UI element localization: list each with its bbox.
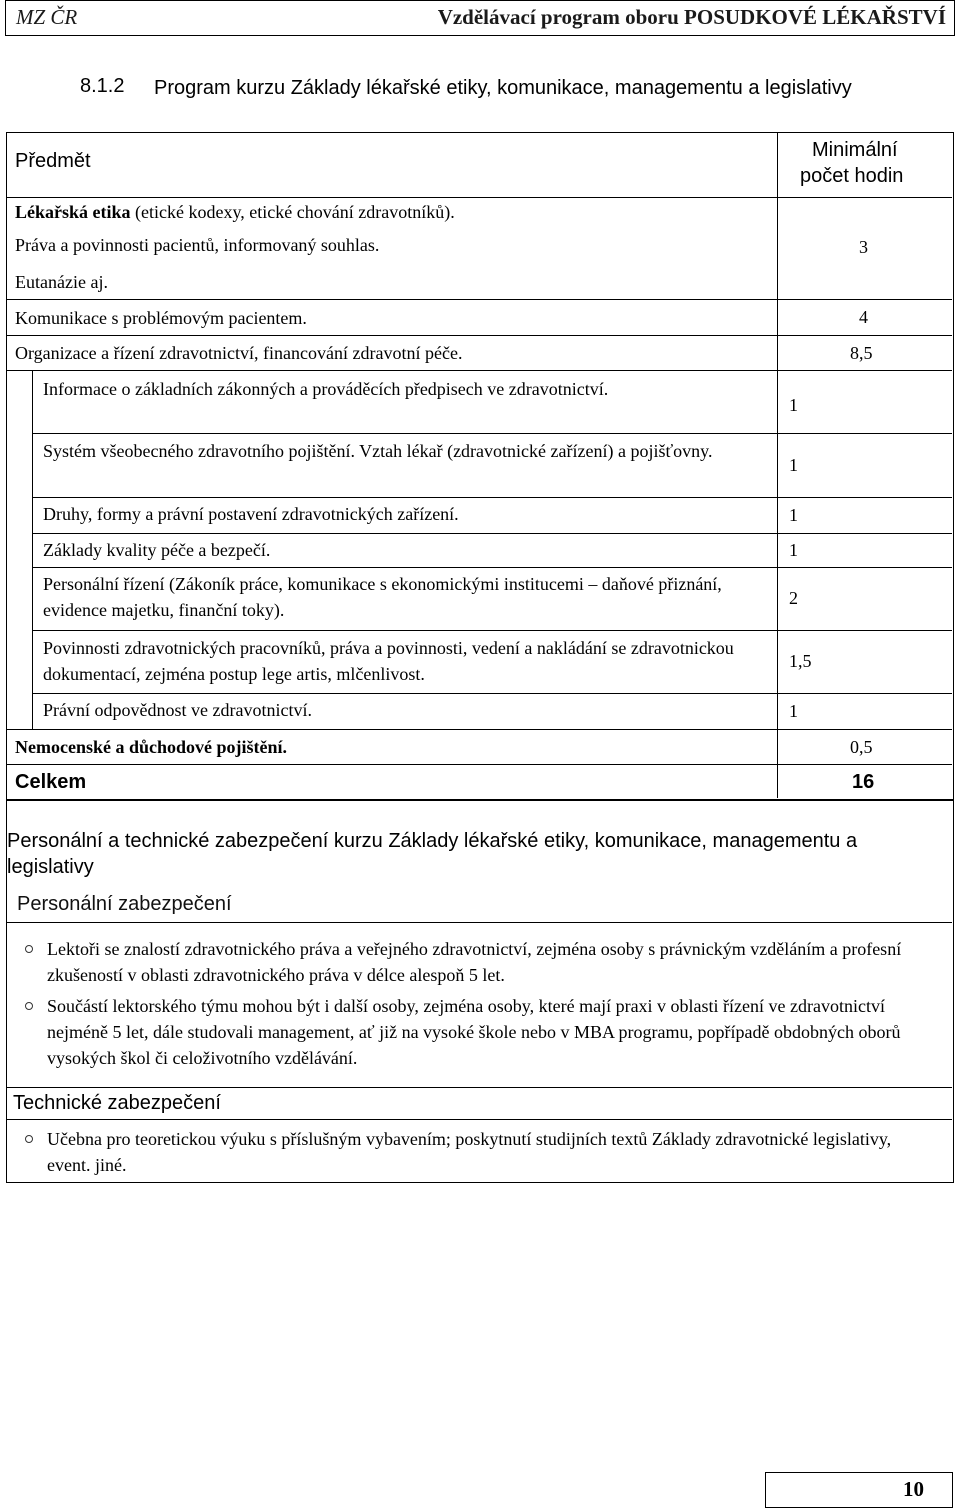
- subrow-personnel: Personální řízení (Zákoník práce, komunikace s ekonomickými institucemi – daňové přiznání, evidence majetku, finanční toky).: [43, 574, 722, 620]
- subrow-legal-info: Informace o základních zákonných a prováděcích předpisech ve zdravotnictví.: [43, 379, 609, 399]
- header-left-text: MZ ČR: [16, 5, 78, 29]
- section-number: 8.1.2: [80, 75, 125, 97]
- row-organization-hours: 8,5: [850, 343, 873, 363]
- technical-heading: Technické zabezpečení: [13, 1092, 221, 1114]
- personal-item-text: Součástí lektorského týmu mohou být i další osoby, zejména osoby, které mají praxi v oblasti řízení ve zdravotnictví nejméně 5 let, dále studovali management, ať již na vysoké škole nebo v MBA programu, popřípadě obdobných oborů vysokých škol či celoživotního vzdělávání.: [47, 996, 901, 1068]
- subrow-quality: Základy kvality péče a bezpečí.: [43, 540, 271, 560]
- total-label: Celkem: [15, 771, 87, 793]
- bullet-icon: [25, 1002, 33, 1010]
- row-ethics-bold: Lékařská etika: [15, 202, 131, 222]
- row-organization: Organizace a řízení zdravotnictví, financování zdravotní péče.: [15, 343, 463, 363]
- personal-item: [47, 993, 927, 1071]
- subrow-liability-hours: 1: [789, 701, 798, 721]
- row-ethics-line1: [15, 199, 455, 225]
- header-right-text: Vzdělávací program oboru POSUDKOVÉ LÉKAŘSTVÍ: [437, 5, 946, 29]
- header-hours-line1: Minimální: [812, 139, 898, 161]
- technical-item: [47, 1126, 927, 1178]
- support-title: Personální a technické zabezpečení kurzu Základy lékařské etiky, komunikace, managementu a legislativy: [7, 830, 858, 878]
- row-ethics-line3: Eutanázie aj.: [15, 272, 108, 292]
- row-ethics-line2: Práva a povinnosti pacientů, informovaný souhlas.: [15, 235, 380, 255]
- subrow-facilities-hours: 1: [789, 505, 798, 525]
- row-sickness-insurance: Nemocenské a důchodové pojištění.: [15, 737, 288, 757]
- bullet-icon: [25, 1135, 33, 1143]
- header-hours-line2: počet hodin: [800, 165, 904, 187]
- subrow-personnel-hours: 2: [789, 588, 798, 608]
- personal-item-text: Lektoři se znalostí zdravotnického práva a veřejného zdravotnictví, zejména osoby s právnickým vzděláním a profesní zkušeností v oblasti zdravotnického práva v délce alespoň 5 let.: [47, 939, 902, 985]
- technical-item-text: Učebna pro teoretickou výuku s příslušným vybavením; poskytnutí studijních textů Základy zdravotnické legislativy, event. jiné.: [47, 1129, 892, 1175]
- total-hours: 16: [852, 771, 875, 793]
- column-divider: [777, 133, 778, 798]
- subrow-duties-hours: 1,5: [789, 651, 812, 671]
- row-sickness-insurance-hours: 0,5: [850, 737, 873, 757]
- personal-heading: Personální zabezpečení: [17, 893, 232, 915]
- subrow-facilities: Druhy, formy a právní postavení zdravotnických zařízení.: [43, 504, 459, 524]
- subrow-insurance: Systém všeobecného zdravotního pojištění. Vztah lékař (zdravotnické zařízení) a pojišťovny.: [43, 441, 713, 461]
- page-header: [5, 0, 955, 36]
- bullet-icon: [25, 945, 33, 953]
- row-communication-hours: 4: [859, 307, 868, 327]
- subrow-insurance-hours: 1: [789, 455, 798, 475]
- section-title: Program kurzu Základy lékařské etiky, komunikace, managementu a legislativy: [154, 77, 852, 99]
- subrow-liability: Právní odpovědnost ve zdravotnictví.: [43, 700, 312, 720]
- row-communication: Komunikace s problémovým pacientem.: [15, 308, 307, 328]
- page-number-box: [765, 1472, 953, 1508]
- subrow-quality-hours: 1: [789, 540, 798, 560]
- course-table: [6, 132, 954, 800]
- personal-item: [47, 936, 927, 988]
- row-ethics-hours: 3: [859, 237, 868, 257]
- support-section: [6, 800, 954, 1183]
- subrow-duties: Povinnosti zdravotnických pracovníků, práva a povinnosti, vedení a nakládání se zdravotnickou dokumentací, zejména postup lege artis, mlčenlivost.: [43, 638, 734, 684]
- page-number: 10: [903, 1477, 924, 1501]
- row-ethics-rest: (etické kodexy, etické chování zdravotníků).: [130, 202, 455, 222]
- header-subject: Předmět: [15, 150, 91, 172]
- subrow-legal-info-hours: 1: [789, 395, 798, 415]
